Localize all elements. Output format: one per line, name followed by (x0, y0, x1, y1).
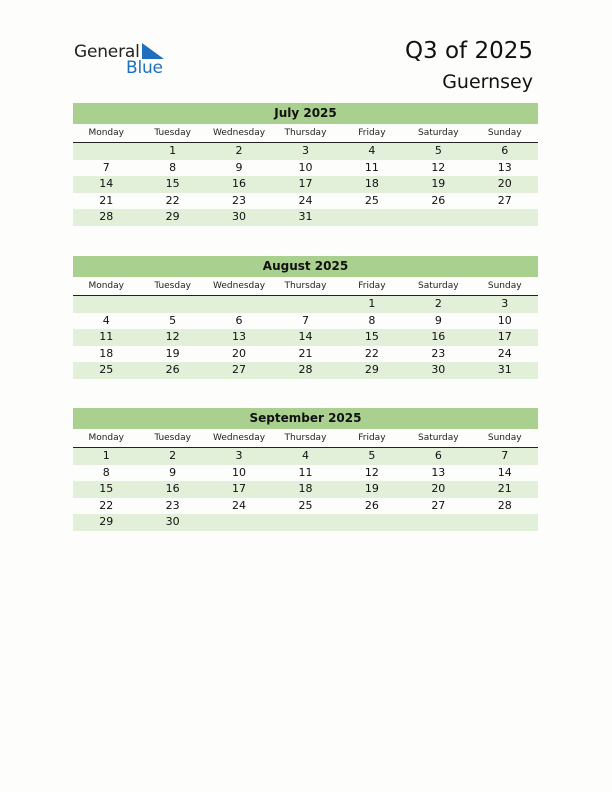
weekday-label: Saturday (418, 128, 459, 138)
day-cell: 13 (497, 160, 512, 174)
weekday-header-row (73, 277, 538, 296)
day-cell: 17 (497, 330, 512, 343)
day-cell: 2 (434, 297, 442, 310)
weekday-label: Thursday (284, 281, 327, 291)
day-cell: 2 (169, 449, 177, 462)
day-cell: 28 (99, 210, 114, 223)
day-cell: 22 (99, 498, 114, 512)
day-cell (139, 296, 205, 313)
day-cell: 30 (165, 515, 180, 528)
weekday-label: Wednesday (213, 281, 266, 291)
day-cell: 23 (165, 498, 180, 512)
day-cell: 1 (169, 144, 177, 157)
day-cell: 20 (431, 482, 446, 495)
month-calendar-september (73, 408, 538, 531)
day-cell: 15 (99, 482, 114, 495)
day-cell (405, 514, 471, 531)
day-cell: 19 (364, 482, 379, 495)
day-cell (272, 296, 338, 313)
weekday-label: Monday (88, 433, 124, 443)
week-row (73, 176, 538, 193)
weekday-label: Friday (358, 128, 386, 138)
day-cell: 18 (364, 177, 379, 190)
day-cell: 23 (232, 193, 247, 207)
day-cell: 26 (364, 498, 379, 512)
day-cell: 15 (165, 177, 180, 190)
day-cell: 9 (235, 160, 243, 174)
weekday-label: Friday (358, 433, 386, 443)
logo-blue-text: Blue (126, 58, 163, 78)
weekday-label: Thursday (284, 128, 327, 138)
month-title: September 2025 (73, 408, 538, 429)
day-cell: 25 (298, 498, 313, 512)
day-cell: 14 (298, 330, 313, 343)
week-row (73, 143, 538, 160)
day-cell: 7 (301, 313, 309, 327)
weekday-label: Tuesday (154, 433, 191, 443)
day-cell: 4 (102, 313, 110, 327)
day-cell: 3 (235, 449, 243, 462)
week-row (73, 193, 538, 210)
weekday-label: Sunday (487, 433, 522, 443)
week-row (73, 465, 538, 482)
day-cell: 11 (99, 330, 114, 343)
day-cell: 21 (298, 346, 313, 360)
day-cell: 6 (434, 449, 442, 462)
week-row (73, 209, 538, 226)
day-cell: 28 (298, 363, 313, 376)
day-cell: 4 (301, 449, 309, 462)
day-cell (73, 143, 139, 160)
logo-general-text: General (74, 42, 140, 62)
weekday-label: Tuesday (154, 281, 191, 291)
day-cell: 5 (368, 449, 376, 462)
weekday-label: Tuesday (154, 128, 191, 138)
day-cell: 22 (165, 193, 180, 207)
day-cell (206, 296, 272, 313)
day-cell: 1 (368, 297, 376, 310)
day-cell: 31 (298, 210, 313, 223)
weekday-header-row (73, 429, 538, 448)
day-cell: 3 (301, 144, 309, 157)
day-cell (472, 514, 538, 531)
day-cell: 10 (497, 313, 512, 327)
day-cell: 12 (165, 330, 180, 343)
day-cell: 12 (431, 160, 446, 174)
day-cell: 8 (169, 160, 177, 174)
day-cell: 6 (501, 144, 509, 157)
weekday-label: Saturday (418, 433, 459, 443)
day-cell: 10 (232, 465, 247, 479)
day-cell: 21 (497, 482, 512, 495)
day-cell: 18 (99, 346, 114, 360)
day-cell: 27 (431, 498, 446, 512)
month-title: July 2025 (73, 103, 538, 124)
day-cell: 24 (497, 346, 512, 360)
day-cell: 3 (501, 297, 509, 310)
day-cell: 18 (298, 482, 313, 495)
day-cell: 14 (99, 177, 114, 190)
weekday-label: Saturday (418, 281, 459, 291)
day-cell: 5 (169, 313, 177, 327)
day-cell: 20 (232, 346, 247, 360)
weekday-label: Friday (358, 281, 386, 291)
day-cell: 1 (102, 449, 110, 462)
day-cell (339, 514, 405, 531)
day-cell: 2 (235, 144, 243, 157)
week-row (73, 160, 538, 177)
day-cell: 6 (235, 313, 243, 327)
day-cell: 16 (232, 177, 247, 190)
day-cell: 29 (99, 515, 114, 528)
day-cell (339, 209, 405, 226)
page-title: Q3 of 2025 (404, 38, 533, 64)
day-cell: 13 (232, 330, 247, 343)
day-cell: 24 (298, 193, 313, 207)
day-cell: 13 (431, 465, 446, 479)
day-cell: 12 (364, 465, 379, 479)
day-cell: 8 (368, 313, 376, 327)
month-calendar-august (73, 256, 538, 379)
weekday-label: Thursday (284, 433, 327, 443)
day-cell: 23 (431, 346, 446, 360)
day-cell: 7 (501, 449, 509, 462)
week-row (73, 481, 538, 498)
day-cell (73, 296, 139, 313)
week-row (73, 329, 538, 346)
day-cell: 8 (102, 465, 110, 479)
week-row (73, 296, 538, 313)
day-cell: 29 (165, 210, 180, 223)
week-row (73, 362, 538, 379)
weekday-label: Wednesday (213, 128, 266, 138)
day-cell: 11 (298, 465, 313, 479)
day-cell: 7 (102, 160, 110, 174)
logo-flag-icon (142, 43, 164, 59)
month-title: August 2025 (73, 256, 538, 277)
day-cell: 5 (434, 144, 442, 157)
weekday-header-row (73, 124, 538, 143)
day-cell: 27 (497, 193, 512, 207)
day-cell: 24 (232, 498, 247, 512)
day-cell (206, 514, 272, 531)
week-row (73, 448, 538, 465)
weekday-label: Sunday (487, 128, 522, 138)
weekday-label: Wednesday (213, 433, 266, 443)
day-cell: 20 (497, 177, 512, 190)
week-row (73, 313, 538, 330)
day-cell: 30 (232, 210, 247, 223)
day-cell: 17 (232, 482, 247, 495)
weekday-label: Monday (88, 128, 124, 138)
day-cell: 19 (431, 177, 446, 190)
day-cell: 15 (364, 330, 379, 343)
day-cell: 25 (364, 193, 379, 207)
week-row (73, 514, 538, 531)
day-cell: 10 (298, 160, 313, 174)
weekday-label: Sunday (487, 281, 522, 291)
day-cell (472, 209, 538, 226)
day-cell: 21 (99, 193, 114, 207)
day-cell: 29 (364, 363, 379, 376)
day-cell (272, 514, 338, 531)
day-cell: 22 (364, 346, 379, 360)
week-row (73, 346, 538, 363)
day-cell: 26 (431, 193, 446, 207)
day-cell (405, 209, 471, 226)
day-cell: 28 (497, 498, 512, 512)
day-cell: 14 (497, 465, 512, 479)
logo (74, 40, 174, 80)
day-cell: 9 (169, 465, 177, 479)
day-cell: 26 (165, 363, 180, 376)
day-cell: 25 (99, 363, 114, 376)
month-calendar-july (73, 103, 538, 226)
day-cell: 9 (434, 313, 442, 327)
day-cell: 11 (364, 160, 379, 174)
day-cell: 17 (298, 177, 313, 190)
day-cell: 16 (165, 482, 180, 495)
day-cell: 19 (165, 346, 180, 360)
day-cell: 31 (497, 363, 512, 376)
weekday-label: Monday (88, 281, 124, 291)
page-subtitle: Guernsey (442, 71, 533, 93)
day-cell: 27 (232, 363, 247, 376)
day-cell: 4 (368, 144, 376, 157)
day-cell: 30 (431, 363, 446, 376)
week-row (73, 498, 538, 515)
day-cell: 16 (431, 330, 446, 343)
